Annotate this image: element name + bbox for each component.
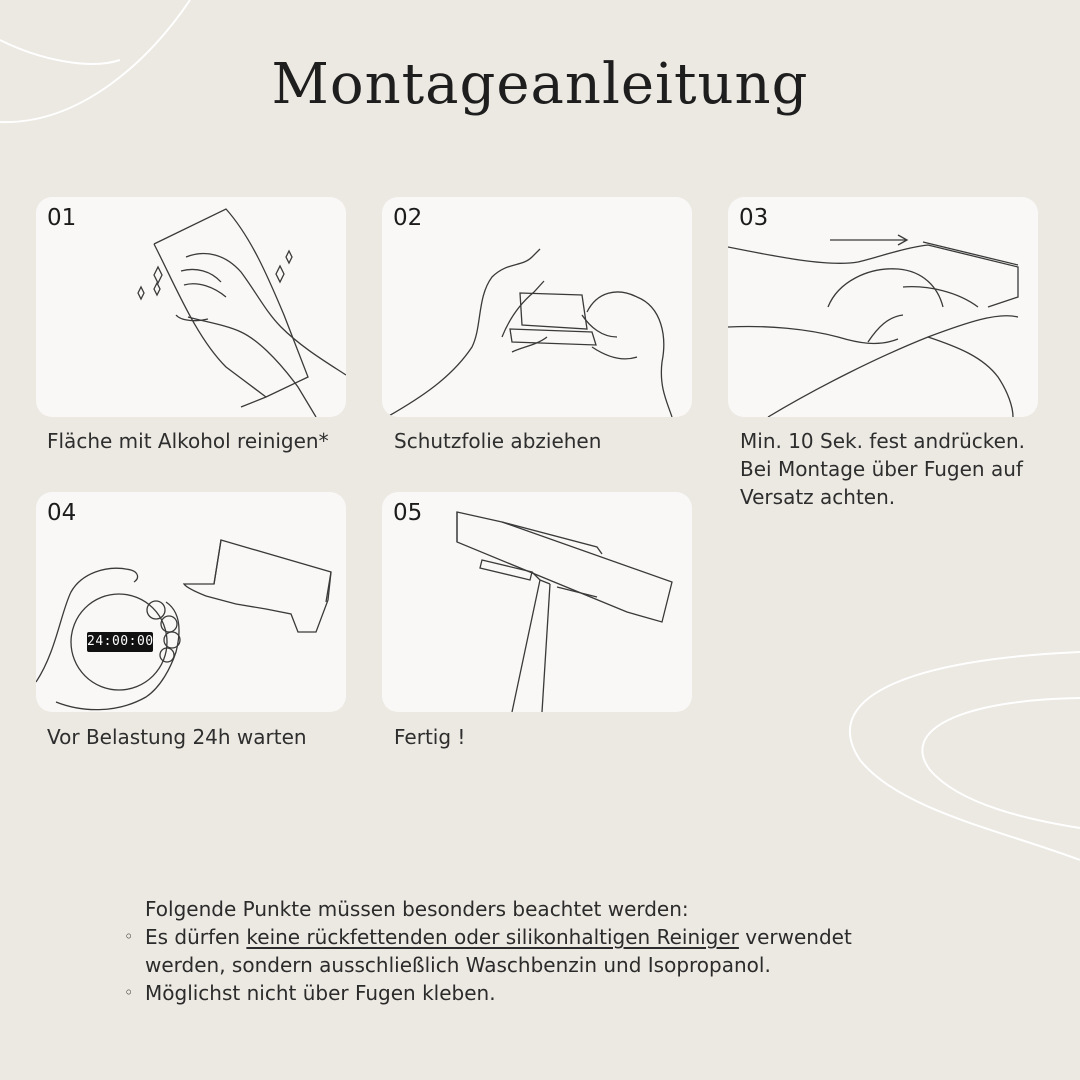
notes-item-text: verwendet <box>738 925 852 949</box>
step-03-caption-line-3: Versatz achten. <box>740 485 896 509</box>
squeegee-holder-illustration <box>382 492 692 712</box>
bullet-icon: ◦ <box>124 983 134 1002</box>
peel-film-illustration <box>382 197 692 417</box>
step-number: 04 <box>47 500 77 526</box>
step-03-card <box>728 197 1038 417</box>
step-number: 01 <box>47 205 77 231</box>
timer-illustration <box>36 492 346 712</box>
notes-item-text: Es dürfen <box>145 925 247 949</box>
timer-value: 24:00:00 <box>87 634 154 649</box>
step-03-caption-line-1: Min. 10 Sek. fest andrücken. <box>740 429 1025 453</box>
step-04-card <box>36 492 346 712</box>
notes-item-text: werden, sondern ausschließlich Waschbenzin und Isopropanol. <box>145 953 771 977</box>
wipe-surface-illustration <box>36 197 346 417</box>
notes-item <box>122 979 962 1007</box>
press-holder-illustration <box>728 197 1038 417</box>
notes-item-text: Möglichst nicht über Fugen kleben. <box>145 981 496 1005</box>
step-number: 05 <box>393 500 423 526</box>
step-number: 03 <box>739 205 769 231</box>
step-02-caption: Schutzfolie abziehen <box>394 429 602 453</box>
step-04-caption: Vor Belastung 24h warten <box>47 725 307 749</box>
step-02-card <box>382 197 692 417</box>
step-number: 02 <box>393 205 423 231</box>
step-05-card <box>382 492 692 712</box>
bullet-icon: ◦ <box>124 927 134 946</box>
notes-item-underlined-text: keine rückfettenden oder silikonhaltigen Reiniger <box>246 925 739 949</box>
page-title: Montageanleitung <box>271 52 809 117</box>
notes-section <box>122 895 962 1007</box>
timer-display <box>87 632 153 652</box>
notes-list <box>122 923 962 1007</box>
notes-heading: Folgende Punkte müssen besonders beachtet werden: <box>145 897 689 921</box>
step-05-caption: Fertig ! <box>394 725 466 749</box>
step-03-caption-line-2: Bei Montage über Fugen auf <box>740 457 1023 481</box>
step-03-caption <box>740 427 1025 511</box>
notes-item <box>122 923 962 979</box>
step-01-caption: Fläche mit Alkohol reinigen* <box>47 429 329 453</box>
step-01-card <box>36 197 346 417</box>
